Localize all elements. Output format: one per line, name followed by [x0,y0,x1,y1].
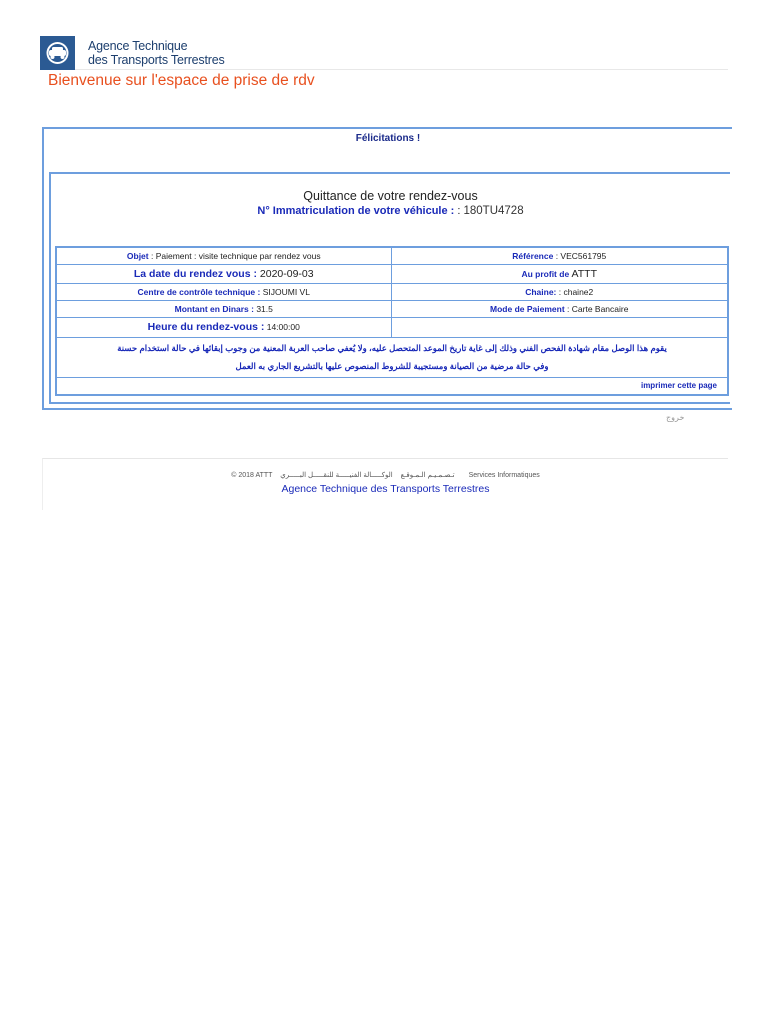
objet-value: : Paiement : visite technique par rendez vous [148,250,321,261]
date-cell [56,264,391,283]
empty-cell [391,317,728,337]
profit-label: Au profit de [521,268,570,279]
logo-text [88,39,225,67]
profit-cell [391,264,728,283]
registration-separator: : [454,205,464,217]
logout-link[interactable]: خروج [666,413,685,422]
footer-credits [43,471,728,479]
mode-label: Mode de Paiement [490,303,565,314]
reference-label: Référence [512,250,554,261]
receipt-inner-frame [49,172,730,404]
mode-value: : Carte Bancaire [564,303,629,314]
chaine-label: Chaine: [525,286,557,297]
registration-line [51,205,730,217]
congrats-heading: Félicitations ! [355,133,421,144]
centre-label: Centre de contrôle technique : [137,286,261,297]
logo-line-1: Agence Technique [88,39,188,53]
receipt-table [55,246,729,396]
mode-cell [391,300,728,317]
logo-line-2: des Transports Terrestres [88,53,225,67]
objet-label: Objet [126,250,149,261]
registration-value: 180TU4728 [463,205,524,217]
reference-value: : VEC561795 [553,250,607,261]
montant-label: Montant en Dinars : [174,303,254,314]
registration-label: N° Immatriculation de votre véhicule : [257,205,455,217]
site-footer [42,458,728,510]
montant-cell [56,300,391,317]
centre-cell [56,283,391,300]
montant-value: 31.5 [253,303,273,314]
date-value: 2020-09-03 [256,267,314,280]
heure-value: 14:00:00 [264,322,300,332]
centre-value: SIJOUMI VL [260,286,310,297]
arabic-notice-line-2: وفي حالة مرضية من الصيانة ومستجيبة للشروط المنصوص عليها بالتشريع الجاري به العمل [235,361,549,371]
chaine-value: : chaine2 [556,286,594,297]
heure-label: Heure du rendez-vous : [147,321,265,333]
welcome-heading: Bienvenue sur l'espace de prise de rdv [48,72,315,89]
print-page-link[interactable]: imprimer cette page [640,381,717,391]
footer-copyright: © 2018 ATTT تـصـمـيـم الـمـوقـع [231,472,455,479]
date-label: La date du rendez vous : [133,267,257,280]
print-link-cell [56,377,728,395]
heure-cell [56,317,391,337]
receipt-title: Quittance de votre rendez-vous [303,189,478,203]
footer-agency-arabic: الوكـــــالة الفنيـــــة للنقـــــل البـــــري [280,472,393,479]
arabic-notice-line-1: يقوم هذا الوصل مقام شهادة الفحص الفني وذلك إلى غاية تاريخ الموعد المتحصل عليه، ولا يُعفي صاحب العربة المعنية من وجوب إبقائها في حالة استخدام حسنة [117,343,667,353]
chaine-cell [391,283,728,300]
profit-value: ATTT [569,267,597,280]
reference-cell [391,247,728,264]
footer-agency-name[interactable]: Agence Technique des Transports Terrestres [281,483,490,495]
footer-services: Services Informatiques [468,472,540,479]
arabic-notice [56,337,728,377]
attt-logo-icon[interactable] [40,36,75,70]
objet-cell [56,247,391,264]
site-header [40,36,728,70]
receipt-outer-frame [42,127,732,410]
